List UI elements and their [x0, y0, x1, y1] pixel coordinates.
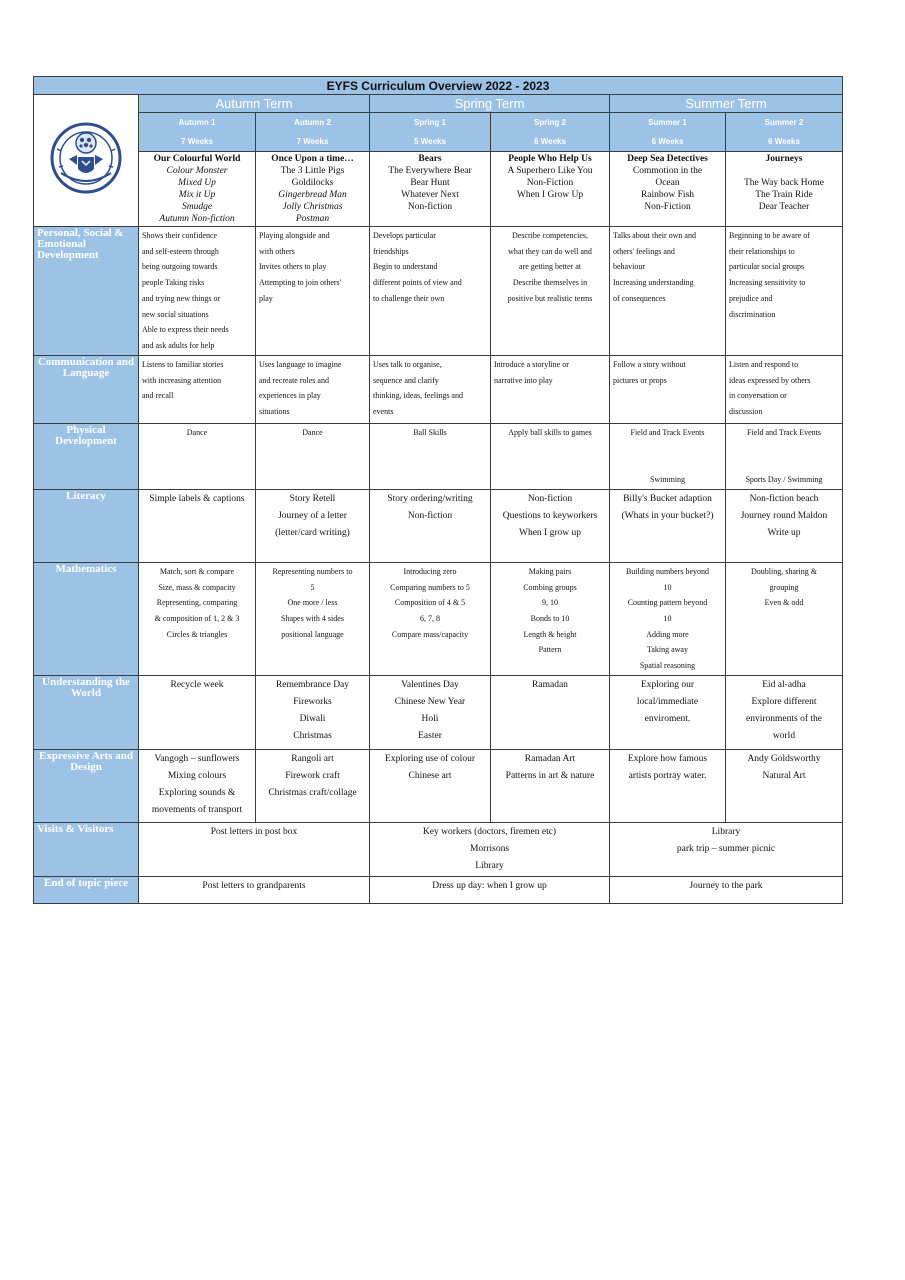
- area-row-literacy: [34, 489, 843, 562]
- topic-book: Mix it Up: [178, 190, 216, 200]
- cell-line: Story ordering/writing: [387, 493, 473, 504]
- communication-cell: [610, 356, 726, 424]
- communication-cell: [256, 356, 370, 424]
- cell-line: Adding more: [646, 629, 689, 639]
- cell-line: Introduce a storyline or: [494, 360, 569, 369]
- cell-line: world: [772, 730, 796, 741]
- visits-summer-line: park trip – summer picnic: [676, 843, 776, 854]
- half-term-spacer: [139, 127, 255, 137]
- row-label-end-of-topic: End of topic piece: [34, 876, 139, 903]
- understanding-world-cell: [726, 675, 843, 749]
- cell-line: Christmas craft/collage: [268, 787, 357, 798]
- area-row-understanding-world: [34, 675, 843, 749]
- area-row-psed: [34, 227, 843, 356]
- half-term-name: Autumn 1: [178, 118, 216, 127]
- cell-line: Ramadan: [532, 679, 568, 690]
- half-term-header: [370, 113, 491, 152]
- topic-cell: [139, 152, 256, 227]
- cell-line: Story Retell: [289, 493, 336, 504]
- topic-book: The 3 Little Pigs: [280, 166, 345, 176]
- cell-line: what they can do well and: [508, 246, 592, 256]
- topic-book: Gingerbread Man: [278, 190, 347, 200]
- communication-cell: [139, 356, 256, 424]
- cell-line: and recall: [142, 391, 174, 401]
- cell-line: Journey of a letter: [278, 510, 347, 521]
- cell-line: 5: [310, 582, 315, 592]
- cell-line: Composition of 4 & 5: [394, 598, 466, 608]
- cell-line: thinking, ideas, feelings and: [373, 391, 463, 401]
- cell-line: Able to express their needs: [142, 325, 229, 335]
- cell-line: Follow a story without: [613, 360, 686, 369]
- cell-line: Shows their confidence: [142, 231, 218, 240]
- topic-heading: Our Colourful World: [153, 154, 241, 164]
- cell-line: Non-fiction: [527, 493, 573, 504]
- visits-autumn: [139, 822, 370, 876]
- cell-line: being outgoing towards: [142, 262, 218, 272]
- topic-book: Smudge: [181, 202, 213, 212]
- term-spring: Spring Term: [370, 95, 610, 113]
- cell-line: Swimming: [649, 475, 686, 485]
- expressive-arts-cell: [491, 749, 610, 822]
- cell-line: Exploring sounds &: [158, 787, 236, 798]
- topic-book: When I Grow Up: [516, 190, 584, 200]
- psed-cell: [370, 227, 491, 356]
- half-term-spacer: [256, 127, 369, 137]
- topic-heading: Bears: [418, 154, 442, 164]
- row-label-physical: Physical Development: [34, 424, 139, 490]
- cell-line: and ask adults for help: [142, 340, 215, 350]
- cell-line: Match, sort & compare: [159, 566, 235, 576]
- cell-line: positional language: [281, 629, 344, 639]
- topic-heading: Once Upon a time…: [271, 154, 354, 164]
- cell-line: Write up: [767, 527, 801, 538]
- cell-line: with increasing attention: [142, 375, 222, 385]
- mathematics-cell: [370, 562, 491, 675]
- understanding-world-cell: [256, 675, 370, 749]
- topic-cell: [256, 152, 370, 227]
- cell-line: Ball Skills: [413, 428, 447, 437]
- half-term-spacer: [610, 127, 725, 137]
- cell-line: Taking away: [647, 645, 688, 655]
- cell-line: Billy's Bucket adaption: [623, 493, 712, 504]
- cell-line: Spatial reasoning: [639, 661, 696, 671]
- topic-book: Colour Monster: [166, 166, 228, 176]
- row-label-literacy: Literacy: [34, 489, 139, 562]
- visits-spring-line: Morrisons: [469, 843, 510, 854]
- area-row-physical: [34, 424, 843, 490]
- physical-cell: [610, 424, 726, 490]
- cell-line: Invites others to play: [259, 262, 327, 272]
- cell-line: grouping: [769, 582, 799, 592]
- cell-line: Bonds to 10: [530, 613, 570, 623]
- cell-line: Natural Art: [762, 770, 806, 781]
- visits-summer-line: Library: [711, 826, 741, 837]
- cell-line: Field and Track Events: [747, 428, 821, 437]
- topic-cell: [726, 152, 843, 227]
- cell-line: to challenge their own: [373, 293, 445, 303]
- cell-line: new social situations: [142, 309, 209, 319]
- cell-line: Playing alongside and: [259, 231, 330, 240]
- cell-line: 10: [663, 613, 672, 623]
- cell-line: Sports Day / Swimming: [745, 475, 823, 485]
- cell-line: Talks about their own and: [613, 231, 696, 240]
- cell-line: artists portray water.: [628, 770, 707, 781]
- topic-book: Ocean: [655, 178, 680, 188]
- topic-book: A Superhero Like You: [507, 166, 593, 176]
- topic-book: Postman: [295, 214, 330, 224]
- cell-line: Easter: [418, 730, 442, 741]
- area-row-expressive-arts: [34, 749, 843, 822]
- cell-line: Making pairs: [528, 566, 572, 576]
- cell-line: situations: [259, 407, 290, 417]
- literacy-cell: [256, 489, 370, 562]
- cell-line: and recreate roles and: [259, 375, 329, 385]
- cell-line: Representing numbers to: [272, 566, 353, 576]
- cell-line: Journey round Maldon: [740, 510, 828, 521]
- half-term-header: [256, 113, 370, 152]
- understanding-world-cell: [491, 675, 610, 749]
- half-term-weeks: 6 Weeks: [768, 137, 800, 146]
- communication-cell: [726, 356, 843, 424]
- half-term-header: [139, 113, 256, 152]
- cell-line: When I grow up: [519, 527, 581, 538]
- cell-line: Building numbers beyond: [625, 566, 710, 576]
- page-title: EYFS Curriculum Overview 2022 - 2023: [34, 77, 843, 95]
- expressive-arts-cell: [370, 749, 491, 822]
- topic-heading: People Who Help Us: [508, 154, 592, 164]
- cell-line: Increasing sensitivity to: [729, 278, 806, 288]
- cell-line: Mixing colours: [167, 770, 227, 781]
- cell-line: with others: [259, 246, 295, 256]
- half-term-weeks: 7 Weeks: [181, 137, 213, 146]
- mathematics-cell: [491, 562, 610, 675]
- physical-cell: [491, 424, 610, 490]
- cell-line: their relationships to: [729, 246, 795, 256]
- title-row: [34, 77, 843, 95]
- visits-spring: [370, 822, 610, 876]
- cell-line: different points of view and: [373, 278, 462, 288]
- cell-line: [729, 441, 839, 457]
- literacy-cell: [726, 489, 843, 562]
- cell-line: Eid al-adha: [762, 679, 806, 690]
- cell-line: Simple labels & captions: [149, 493, 245, 504]
- cell-line: Apply ball skills to games: [508, 428, 592, 437]
- mathematics-cell: [256, 562, 370, 675]
- half-term-spacer: [726, 127, 842, 137]
- topic-cell: [491, 152, 610, 227]
- cell-line: Explore how famous: [627, 753, 708, 764]
- psed-cell: [491, 227, 610, 356]
- cell-line: of consequences: [613, 293, 666, 303]
- cell-line: Dance: [302, 428, 323, 437]
- half-term-spacer: [491, 127, 609, 137]
- row-label-psed: Personal, Social & Emotional Development: [34, 227, 139, 356]
- cell-line: Describe themselves in: [512, 278, 588, 288]
- school-logo: [34, 95, 139, 227]
- cell-line: ideas expressed by others: [729, 375, 811, 385]
- psed-cell: [256, 227, 370, 356]
- end-of-topic-row: [34, 876, 843, 903]
- cell-line: Diwali: [299, 713, 326, 724]
- mathematics-cell: [139, 562, 256, 675]
- cell-line: Christmas: [293, 730, 332, 741]
- half-term-header: [610, 113, 726, 152]
- cell-line: local/immediate: [636, 696, 699, 707]
- cell-line: Doubling, sharing &: [751, 566, 817, 576]
- expressive-arts-cell: [256, 749, 370, 822]
- half-term-name: Spring 1: [413, 118, 446, 127]
- expressive-arts-cell: [139, 749, 256, 822]
- cell-line: events: [373, 407, 394, 417]
- cell-line: Shapes with 4 sides: [281, 613, 344, 623]
- cell-line: Length & height: [523, 629, 577, 639]
- psed-cell: [610, 227, 726, 356]
- topic-book: Whatever Next: [401, 190, 459, 200]
- topic-heading: Deep Sea Detectives: [627, 154, 708, 164]
- cell-line: in conversation or: [729, 391, 787, 401]
- row-label-understanding-world: Understanding the World: [34, 675, 139, 749]
- topic-heading: Journeys: [765, 154, 803, 164]
- half-term-weeks: 6 Weeks: [651, 137, 684, 146]
- cell-line: Questions to keyworkers: [502, 510, 598, 521]
- row-label-expressive-arts: Expressive Arts and Design: [34, 749, 139, 822]
- cell-line: Remembrance Day: [275, 679, 350, 690]
- cell-line: Even & odd: [764, 598, 804, 608]
- cell-line: (letter/card writing): [275, 527, 350, 538]
- psed-cell: [726, 227, 843, 356]
- cell-line: sequence and clarify: [373, 375, 439, 385]
- half-term-weeks: 6 Weeks: [534, 137, 566, 146]
- half-term-name: Summer 1: [648, 118, 687, 127]
- visits-row: [34, 822, 843, 876]
- topic-book: Bear Hunt: [410, 178, 450, 188]
- visits-autumn-line: Post letters in post box: [210, 826, 298, 837]
- cell-line: Pattern: [538, 645, 562, 655]
- topic-book: The Train Ride: [755, 190, 813, 200]
- cell-line: Valentines Day: [401, 679, 459, 690]
- cell-line: Combing groups: [523, 582, 577, 592]
- term-row: [34, 95, 843, 113]
- topic-book: Autumn Non-fiction: [159, 214, 235, 224]
- cell-line: Rangoli art: [291, 753, 334, 764]
- cell-line: Patterns in art & nature: [505, 770, 595, 781]
- visits-spring-line: Key workers (doctors, firemen etc): [422, 826, 557, 837]
- cell-line: pictures or props: [613, 375, 667, 385]
- cell-line: Representing, comparing: [156, 598, 238, 608]
- cell-line: (Whats in your bucket?): [621, 510, 714, 521]
- communication-cell: [370, 356, 491, 424]
- expressive-arts-cell: [610, 749, 726, 822]
- topic-book: Non-Fiction: [644, 202, 691, 212]
- cell-line: narrative into play: [494, 375, 553, 385]
- cell-line: Comparing numbers to 5: [390, 582, 470, 592]
- learning-areas: [34, 227, 843, 823]
- visits-summer: [610, 822, 843, 876]
- cell-line: Describe competencies,: [512, 231, 588, 240]
- half-term-spacer: [370, 127, 490, 137]
- cell-line: discussion: [729, 407, 763, 417]
- physical-cell: [370, 424, 491, 490]
- cell-line: One more / less: [287, 598, 338, 608]
- psed-cell: [139, 227, 256, 356]
- half-term-row: [34, 113, 843, 152]
- cell-line: friendships: [373, 246, 409, 256]
- cell-line: Size, mass & compacity: [158, 582, 236, 592]
- cell-line: are getting better at: [519, 262, 581, 272]
- cell-line: Dance: [186, 428, 208, 437]
- cell-line: positive but realistic terms: [507, 293, 593, 303]
- literacy-cell: [139, 489, 256, 562]
- cell-line: [613, 456, 722, 472]
- topic-book: Goldilocks: [291, 178, 334, 188]
- half-term-name: Summer 2: [764, 118, 804, 127]
- topic-book: Non-fiction: [407, 202, 453, 212]
- cell-line: prejudice and: [729, 293, 773, 303]
- cell-line: discrimination: [729, 309, 776, 319]
- cell-line: Uses language to imagine: [259, 360, 342, 369]
- topic-book: [729, 165, 839, 177]
- cell-line: behaviour: [613, 262, 645, 272]
- topic-row: [34, 152, 843, 227]
- end-of-topic-autumn: Post letters to grandparents: [139, 876, 370, 903]
- topic-book: Non-Fiction: [526, 178, 574, 188]
- literacy-cell: [610, 489, 726, 562]
- school-crest-icon: [47, 121, 125, 195]
- cell-line: Exploring our: [640, 679, 695, 690]
- cell-line: Counting pattern beyond: [627, 598, 708, 608]
- row-label-visits: Visits & Visitors: [34, 822, 139, 876]
- cell-line: Field and Track Events: [630, 428, 705, 437]
- cell-line: Non-fiction: [407, 510, 453, 521]
- cell-line: Holi: [421, 713, 439, 724]
- area-row-communication: [34, 356, 843, 424]
- cell-line: Attempting to join others': [259, 278, 342, 288]
- cell-line: Andy Goldsworthy: [747, 753, 821, 764]
- cell-line: particular social groups: [729, 262, 805, 272]
- mathematics-cell: [726, 562, 843, 675]
- expressive-arts-cell: [726, 749, 843, 822]
- half-term-weeks: 5 Weeks: [414, 137, 446, 146]
- topic-book: Mixed Up: [178, 178, 216, 188]
- area-row-mathematics: [34, 562, 843, 675]
- cell-line: Exploring use of colour: [385, 753, 475, 764]
- topic-book: Dear Teacher: [758, 202, 810, 212]
- mathematics-cell: [610, 562, 726, 675]
- cell-line: 9, 10: [542, 598, 558, 608]
- topic-book: Jolly Christmas: [282, 202, 343, 212]
- cell-line: Chinese art: [408, 770, 452, 781]
- cell-line: Develops particular: [373, 231, 436, 240]
- understanding-world-cell: [610, 675, 726, 749]
- physical-cell: [256, 424, 370, 490]
- cell-line: Vangogh – sunflowers: [154, 753, 240, 764]
- cell-line: and trying new things or: [142, 293, 221, 303]
- topic-cell: [610, 152, 726, 227]
- end-of-topic-spring: Dress up day: when I grow up: [370, 876, 610, 903]
- cell-line: [729, 456, 839, 472]
- cell-line: Increasing understanding: [613, 278, 694, 288]
- row-label-communication: Communication and Language: [34, 356, 139, 424]
- understanding-world-cell: [370, 675, 491, 749]
- cell-line: Explore different: [751, 696, 817, 707]
- cell-line: others' feelings and: [613, 246, 675, 256]
- row-label-mathematics: Mathematics: [34, 562, 139, 675]
- half-term-weeks: 7 Weeks: [296, 137, 329, 146]
- physical-cell: [726, 424, 843, 490]
- visits-spring-line: Library: [475, 860, 504, 871]
- term-summer: Summer Term: [610, 95, 843, 113]
- end-of-topic-summer: Journey to the park: [610, 876, 843, 903]
- cell-line: Begin to understand: [373, 262, 438, 272]
- half-term-header: [726, 113, 843, 152]
- cell-line: Recycle week: [170, 679, 224, 690]
- cell-line: 10: [663, 582, 672, 592]
- cell-line: play: [259, 293, 273, 303]
- physical-cell: [139, 424, 256, 490]
- cell-line: Firework craft: [285, 770, 340, 781]
- cell-line: Circles & triangles: [166, 629, 228, 639]
- curriculum-table: [33, 76, 843, 904]
- cell-line: experiences in play: [259, 391, 321, 401]
- topic-book: Commotion in the: [632, 166, 703, 176]
- topic-book: The Way back Home: [743, 178, 825, 188]
- cell-line: Compare mass/capacity: [391, 629, 469, 639]
- half-term-header: [491, 113, 610, 152]
- cell-line: & composition of 1, 2 & 3: [154, 613, 240, 623]
- topic-book: Rainbow Fish: [640, 190, 695, 200]
- term-autumn: Autumn Term: [139, 95, 370, 113]
- communication-cell: [491, 356, 610, 424]
- literacy-cell: [370, 489, 491, 562]
- half-term-name: Spring 2: [533, 118, 566, 127]
- cell-line: Chinese New Year: [394, 696, 466, 707]
- cell-line: environments of the: [746, 713, 822, 724]
- cell-line: enviroment.: [644, 713, 691, 724]
- cell-line: Uses talk to organise,: [373, 360, 442, 369]
- cell-line: Fireworks: [293, 696, 332, 707]
- cell-line: movements of transport: [151, 804, 243, 815]
- cell-line: Listen and respond to: [729, 360, 799, 369]
- cell-line: Introducing zero: [403, 566, 457, 576]
- half-term-name: Autumn 2: [294, 118, 331, 127]
- understanding-world-cell: [139, 675, 256, 749]
- literacy-cell: [491, 489, 610, 562]
- cell-line: 6, 7, 8: [420, 613, 440, 623]
- cell-line: [613, 441, 722, 457]
- cell-line: Non-fiction beach: [749, 493, 819, 504]
- cell-line: and self-esteem through: [142, 246, 219, 256]
- cell-line: Beginning to be aware of: [729, 231, 810, 240]
- cell-line: people Taking risks: [142, 278, 205, 288]
- topic-book: The Everywhere Bear: [388, 166, 472, 176]
- cell-line: Ramadan Art: [524, 753, 576, 764]
- topic-cell: [370, 152, 491, 227]
- cell-line: Listens to familiar stories: [142, 360, 224, 369]
